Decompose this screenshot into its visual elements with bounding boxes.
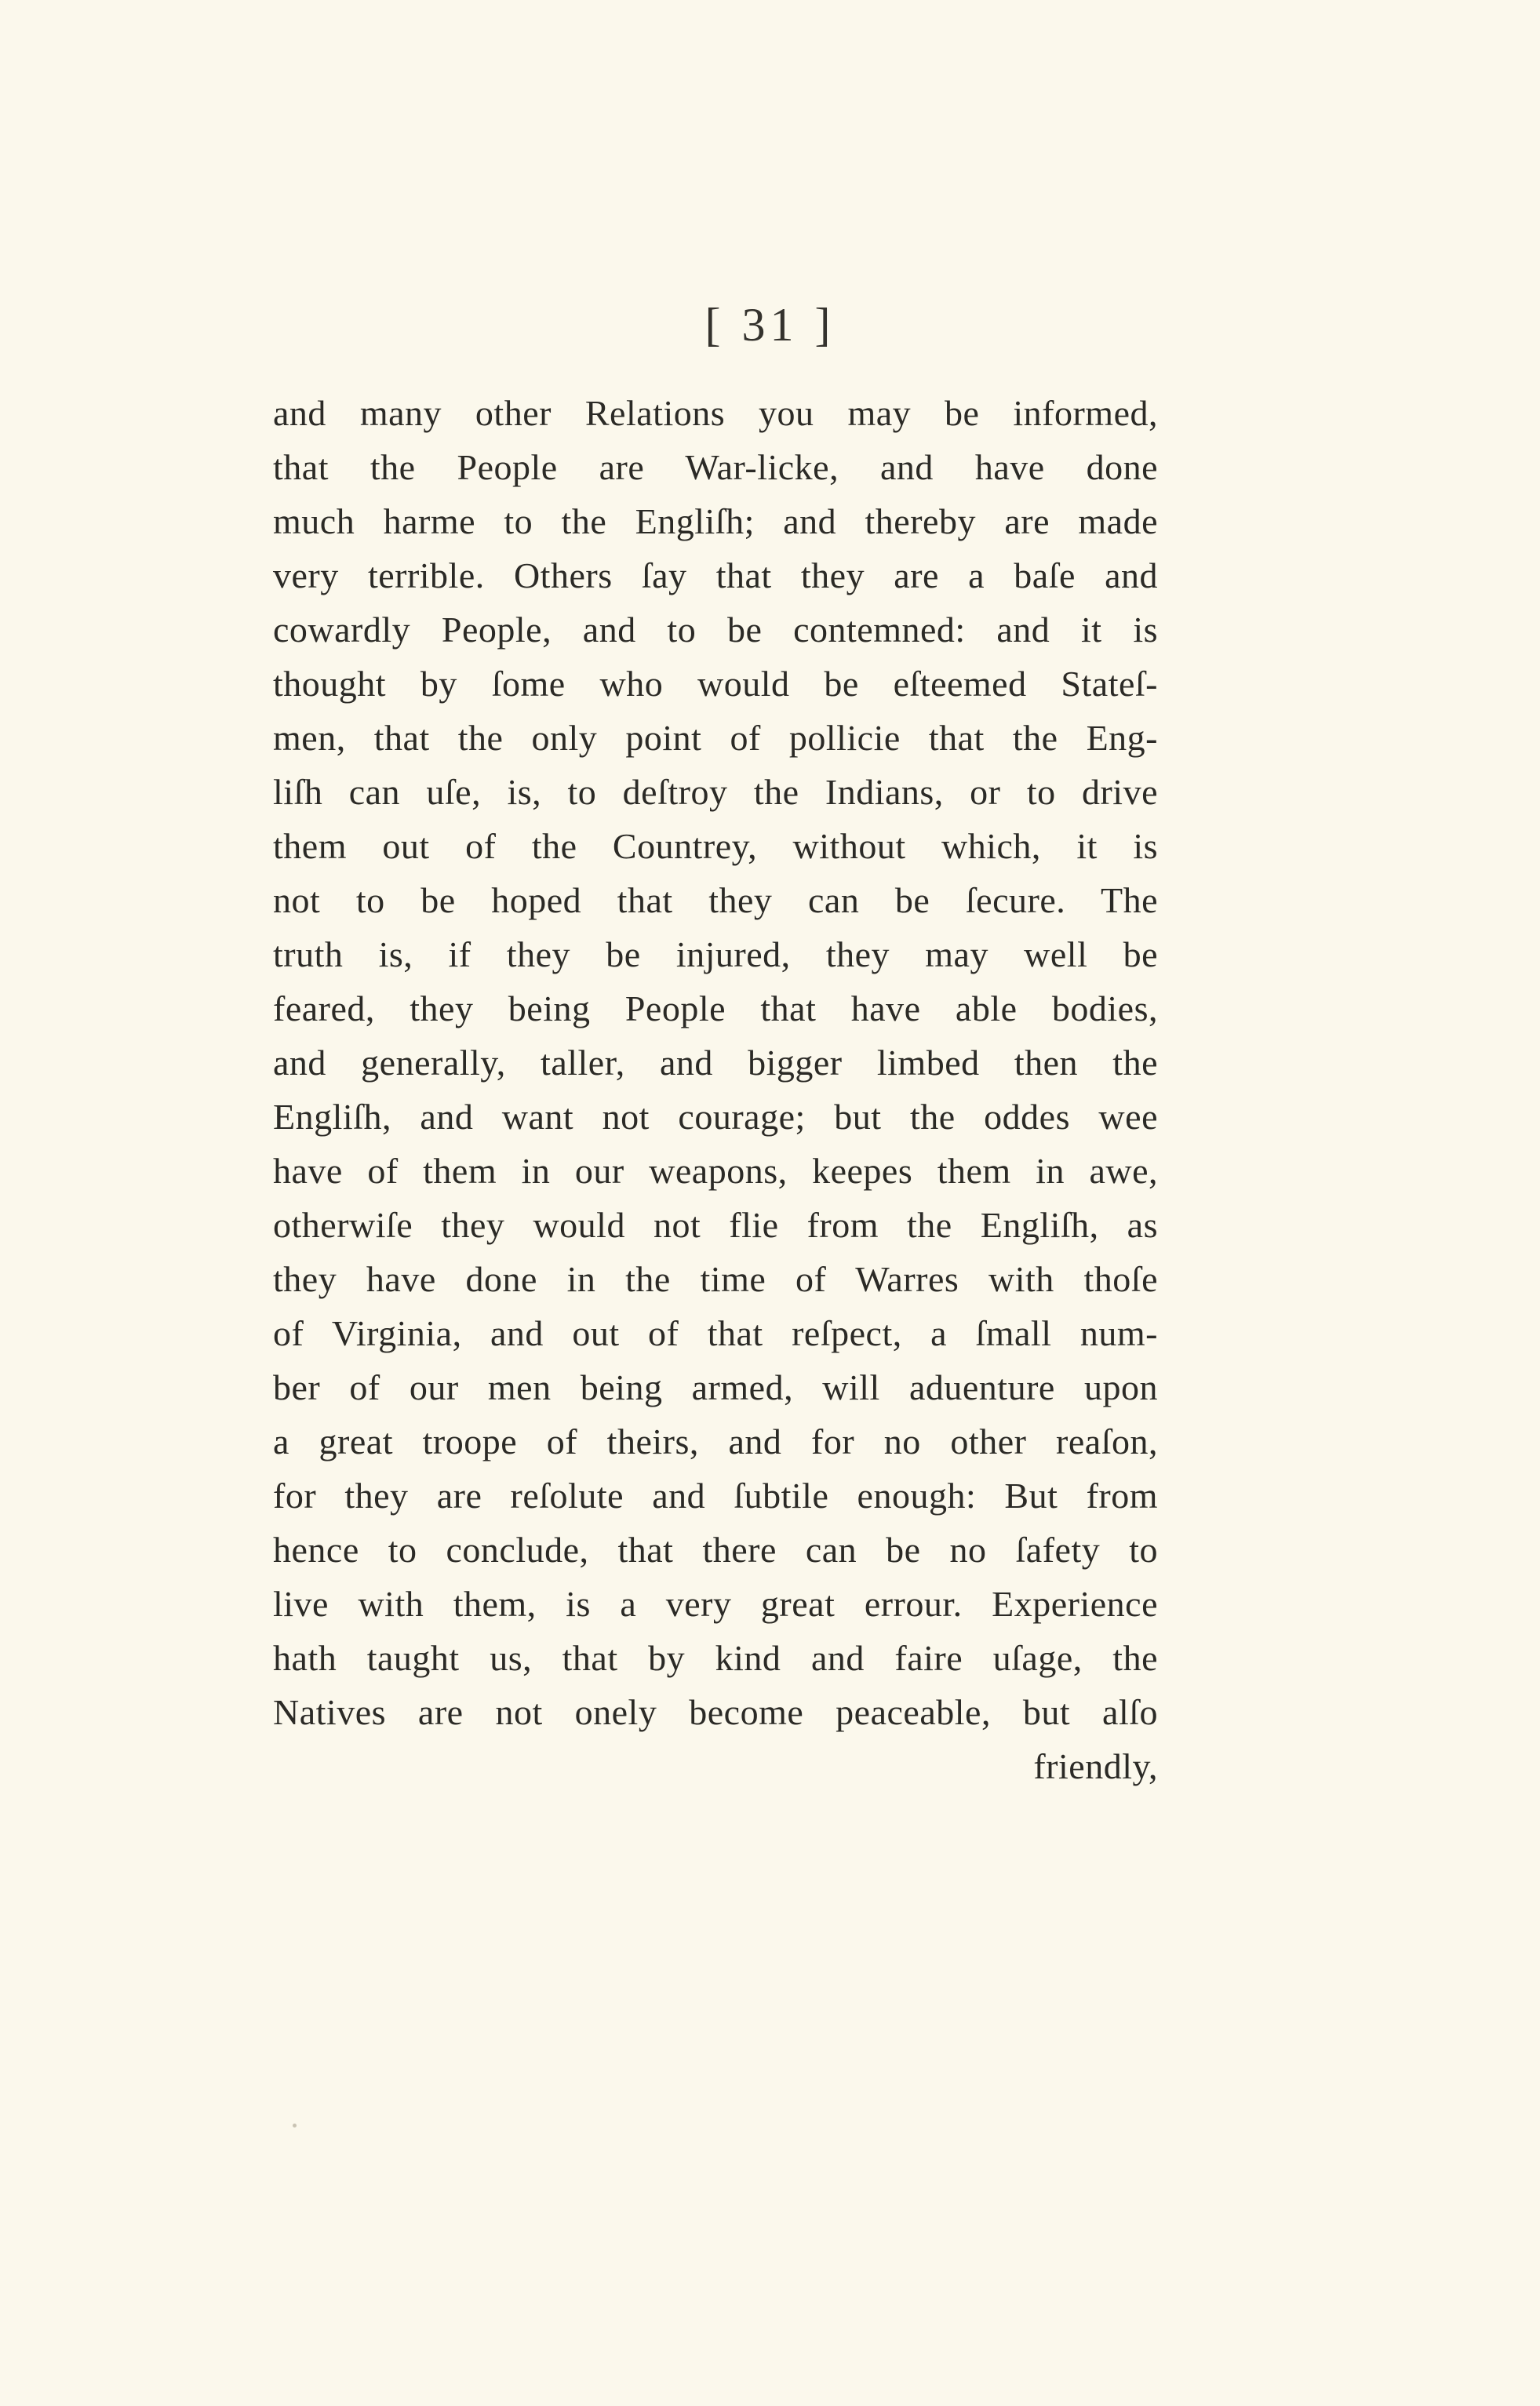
page-number: [ 31 ] bbox=[704, 299, 836, 351]
text-line: have of them in our weapons, keepes them in awe, bbox=[273, 1151, 1158, 1191]
text-line: truth is, if they be injured, they may well be bbox=[273, 934, 1158, 974]
text-line: hath taught us, that by kind and faire uſage, the bbox=[273, 1638, 1158, 1678]
text-line: otherwiſe they would not flie from the Engliſh, as bbox=[273, 1205, 1158, 1245]
text-line: very terrible. Others ſay that they are a baſe and bbox=[273, 555, 1158, 595]
text-line: men, that the only point of pollicie that the Eng- bbox=[273, 718, 1158, 758]
catchword: friendly, bbox=[1033, 1746, 1158, 1786]
text-line: and many other Relations you may be informed, bbox=[273, 393, 1158, 433]
page-speck bbox=[293, 2124, 297, 2128]
text-line: of Virginia, and out of that reſpect, a ſmall num- bbox=[273, 1313, 1158, 1353]
text-line: them out of the Countrey, without which, it is bbox=[273, 826, 1158, 866]
text-line: Natives are not onely become peaceable, but alſo bbox=[273, 1692, 1158, 1732]
text-line: Engliſh, and want not courage; but the oddes wee bbox=[273, 1097, 1158, 1137]
text-line: cowardly People, and to be contemned: and it is bbox=[273, 610, 1158, 650]
text-line: ber of our men being armed, will aduenture upon bbox=[273, 1367, 1158, 1407]
text-line: a great troope of theirs, and for no other reaſon, bbox=[273, 1421, 1158, 1461]
text-line: they have done in the time of Warres with thoſe bbox=[273, 1259, 1158, 1299]
text-line: liſh can uſe, is, to deſtroy the Indians, or to drive bbox=[273, 772, 1158, 812]
text-line: much harme to the Engliſh; and thereby are made bbox=[273, 501, 1158, 541]
text-line: live with them, is a very great errour. Experience bbox=[273, 1584, 1158, 1624]
body-text bbox=[273, 386, 1158, 1793]
text-line: and generally, taller, and bigger limbed then the bbox=[273, 1043, 1158, 1083]
text-line: hence to conclude, that there can be no ſafety to bbox=[273, 1530, 1158, 1570]
text-line: not to be hoped that they can be ſecure. The bbox=[273, 880, 1158, 920]
text-line: that the People are War-licke, and have done bbox=[273, 447, 1158, 487]
text-line: for they are reſolute and ſubtile enough: But from bbox=[273, 1476, 1158, 1516]
text-line: thought by ſome who would be eſteemed Stateſ- bbox=[273, 664, 1158, 704]
text-line: feared, they being People that have able bodies, bbox=[273, 988, 1158, 1028]
